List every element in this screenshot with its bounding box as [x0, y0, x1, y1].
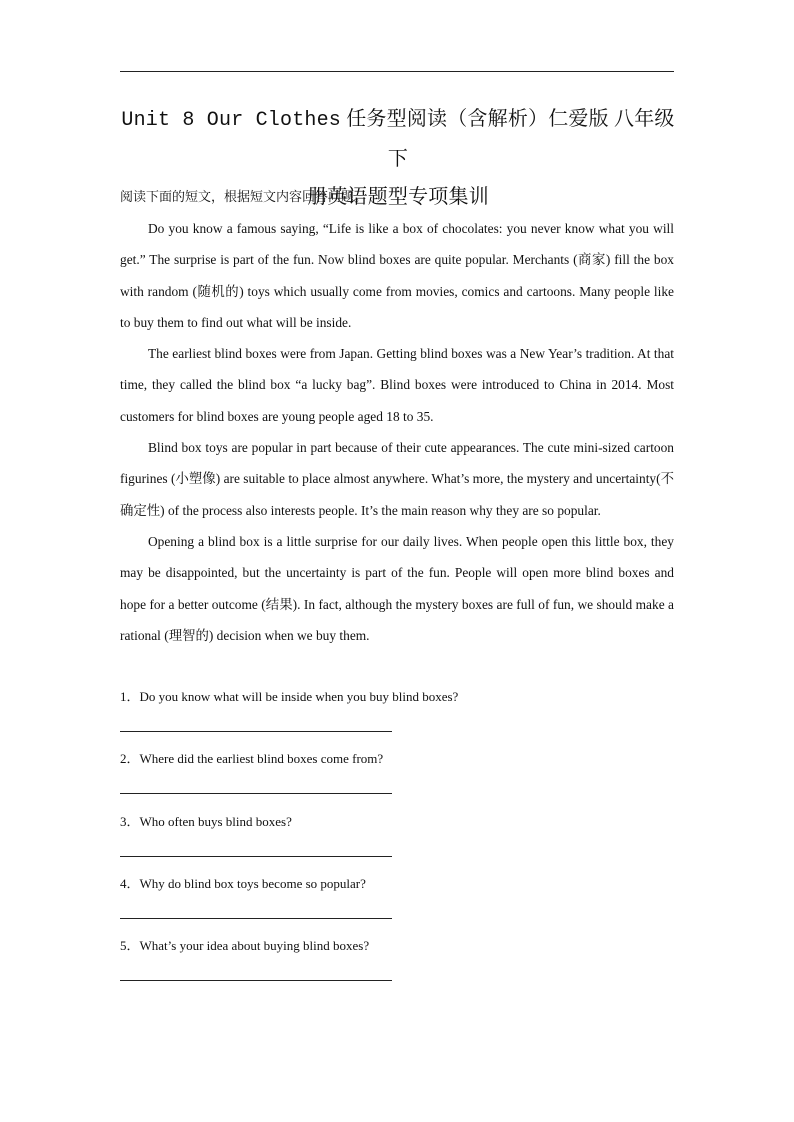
answer-line-3[interactable] — [120, 856, 392, 857]
question-4: 4．Why do blind box toys become so popular? — [120, 876, 366, 891]
question-3: 3．Who often buys blind boxes? — [120, 814, 292, 829]
title-latin: Unit 8 Our Clothes — [121, 109, 342, 132]
header-rule — [120, 71, 674, 72]
answer-line-5[interactable] — [120, 980, 392, 981]
instruction-text: 阅读下面的短文，根据短文内容回答问题。 — [120, 189, 368, 204]
title-line-1 — [118, 100, 678, 178]
title-line-2: 册英语题型专项集训 — [307, 186, 489, 208]
question-2: 2．Where did the earliest blind boxes come from? — [120, 751, 384, 766]
passage-paragraph: Opening a blind box is a little surprise for our daily lives. When people open this little box, they may be disappointed, but the uncertainty is part of the fun. People will open more blind boxes and hope for a better outcome (结果). In fact, although the mystery boxes are full of fun, we should make a rational (理智的) decision when we buy them. — [120, 533, 674, 643]
question-5: 5．What’s your idea about buying blind boxes? — [120, 938, 370, 953]
answer-line-1[interactable] — [120, 731, 392, 732]
passage-paragraph: Blind box toys are popular in part because of their cute appearances. The cute mini-sized cartoon figurines (小塑像) are suitable to place almost anywhere. What’s more, the mystery and uncertainty(不确定性) of the process also interests people. It’s the main reason why they are so popular. — [120, 440, 674, 518]
passage-paragraph: Do you know a famous saying, “Life is like a box of chocolates: you never know what you will get.” The surprise is part of the fun. Now blind boxes are quite popular. Merchants (商家) fill the box with random (随机的) toys which usually come from movies, comics and cartoons. Many people like to buy them to find out what will be inside. — [120, 221, 674, 330]
passage-paragraph: The earliest blind boxes were from Japan. Getting blind boxes was a New Year’s tradition. At that time, they called the blind box “a lucky bag”. Blind boxes were introduced to China in 2014. Most customers for blind boxes are young people aged 18 to 35. — [120, 346, 674, 424]
answer-line-2[interactable] — [120, 793, 392, 794]
answer-line-4[interactable] — [120, 918, 392, 919]
reading-passage — [120, 213, 674, 651]
title-chinese: 任务型阅读（含解析）仁爱版 八年级下 — [346, 108, 675, 170]
question-1: 1．Do you know what will be inside when you buy blind boxes? — [120, 689, 459, 704]
